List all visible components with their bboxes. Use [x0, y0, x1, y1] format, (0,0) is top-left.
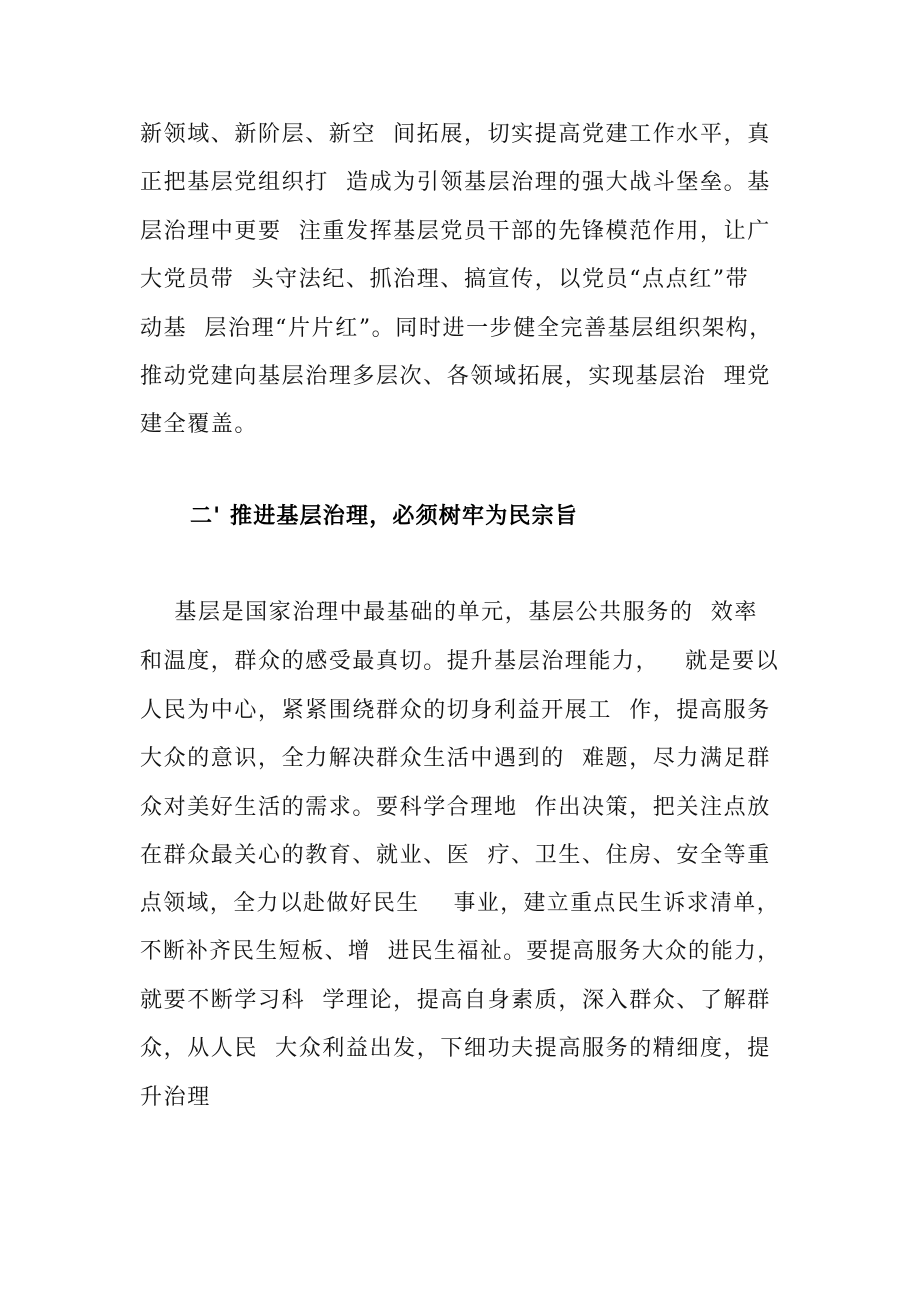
text-line: 大党员带 头守法纪、抓治理、搞宣传，以党员“点点红”带 [140, 267, 750, 292]
text-line: 大众的意识，全力解决群众生活中遇到的 难题，尽力满足群 [140, 746, 771, 771]
text-line: 新领域、新阶层、新空 间拓展，切实提高党建工作水平，真 [140, 122, 771, 147]
text-line: 人民为中心，紧紧围绕群众的切身利益开展工 作，提高服务 [140, 698, 771, 723]
text-line: 正把基层党组织打 造成为引领基层治理的强大战斗堡垒。基 [140, 170, 771, 195]
section-heading: 二' 推进基层治理，必须树牢为民宗旨 [190, 504, 578, 529]
text-line: 点领域，全力以赴做好民生 事业，建立重点民生诉求清单， [140, 891, 781, 916]
text-line: 动基 层治理“片片红”。同时进一步健全完善基层组织架构， [140, 316, 773, 341]
text-line: 众，从人民 大众利益出发，下细功夫提高服务的精细度，提 [140, 1036, 771, 1061]
text-line: 在群众最关心的教育、就业、医 疗、卫生、住房、安全等重 [140, 843, 771, 868]
text-line: 升治理 [140, 1085, 211, 1110]
text-line: 不断补齐民生短板、增 进民生福祉。要提高服务大众的能力， [140, 939, 781, 964]
text-line: 层治理中更要 注重发挥基层党员干部的先锋模范作用，让广 [140, 219, 771, 244]
text-line: 众对美好生活的需求。要科学合理地 作出决策，把关注点放 [140, 795, 771, 820]
text-line: 建全覆盖。 [140, 412, 259, 437]
text-line: 推动党建向基层治理多层次、各领域拓展，实现基层治 理党 [140, 364, 771, 389]
text-line: 基层是国家治理中最基础的单元，基层公共服务的 效率 [140, 600, 758, 625]
text-line: 和温度，群众的感受最真切。提升基层治理能力， 就是要以 [140, 649, 780, 674]
text-line: 就要不断学习科 学理论，提高自身素质，深入群众、了解群 [140, 988, 771, 1013]
